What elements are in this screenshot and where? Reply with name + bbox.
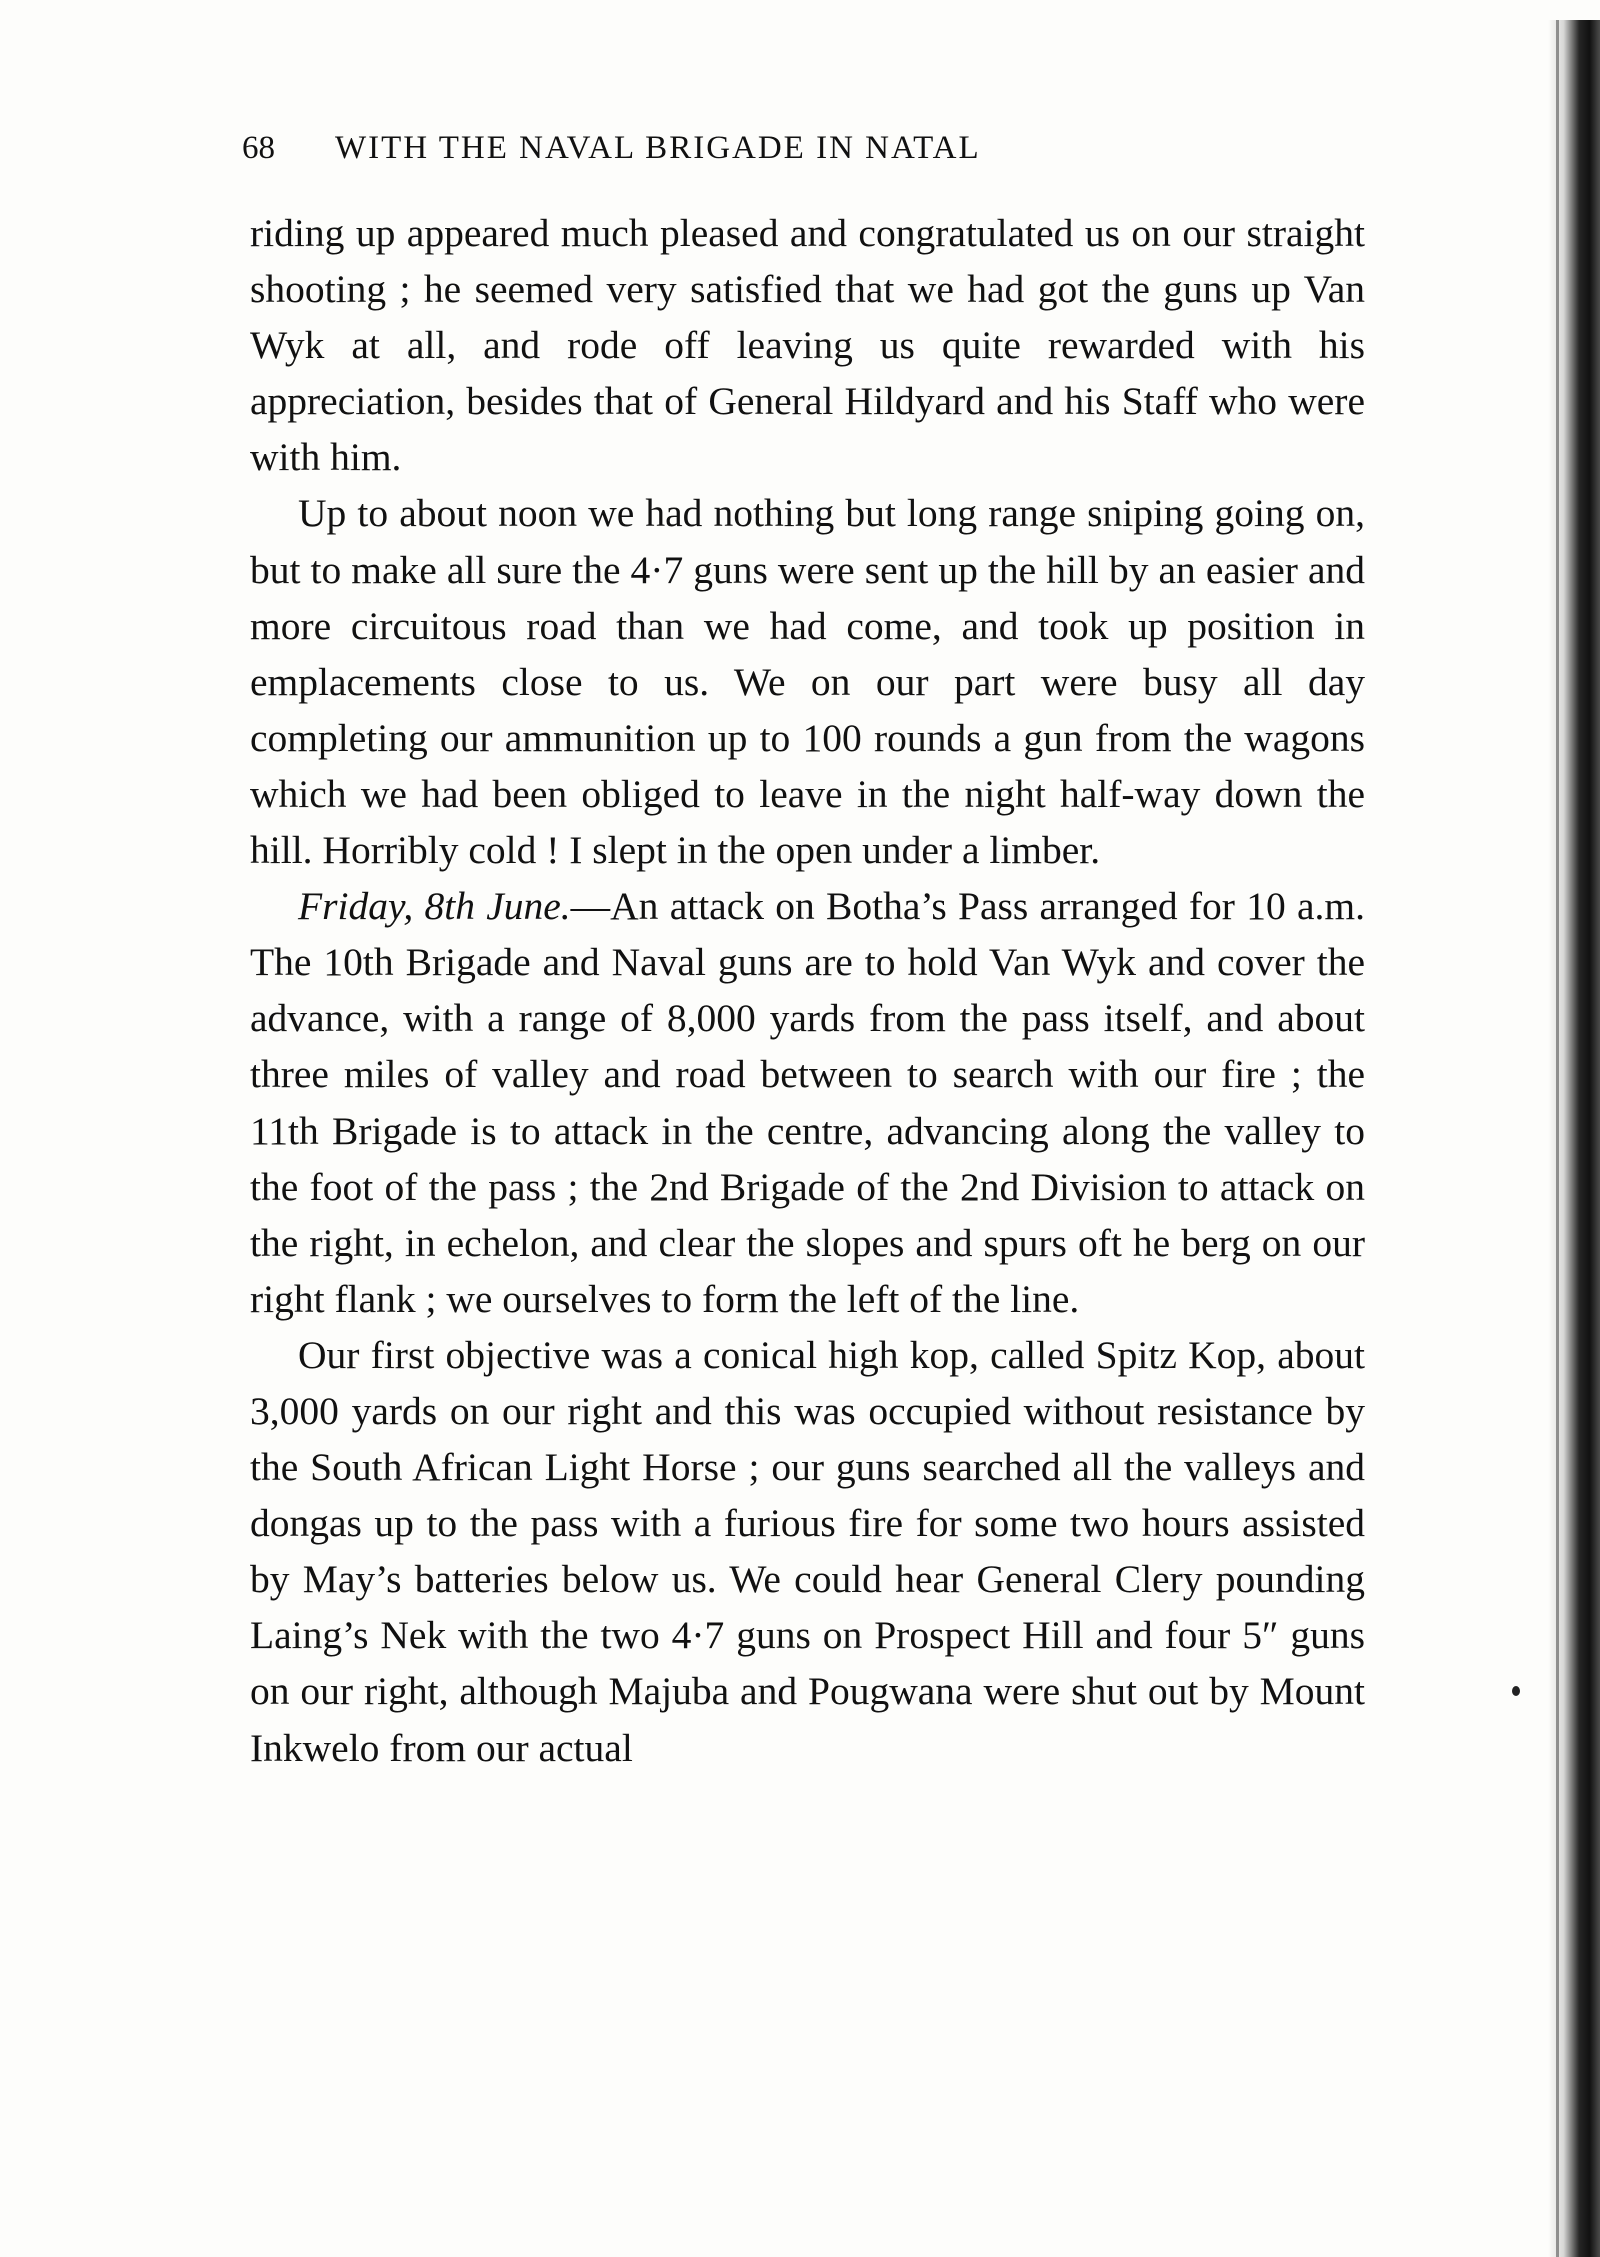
paragraph: Our first objective was a conical high kop, called Spitz Kop, about 3,000 yards on our right and this was occupied without resistance by the South African Light Horse ; our guns searched all the valleys and dongas up to the pass with a furious fire for some two hours assisted by May’s batteries below us. We could hear General Clery pounding Laing’s Nek with the two 4·7 guns on Prospect Hill and four 5″ guns on our right, although Majuba and Pougwana were shut out by Mount Inkwelo from our actual <box>250 1332 1365 1770</box>
page-number: 68 <box>242 130 275 166</box>
paragraph-text: —An attack on Botha’s Pass arranged for 10 a.m. The 10th Brigade and Naval guns are to hold Van Wyk and cover the advance, with a range of 8,000 yards from the pass itself, and about three miles of valley and road between to search with our fire ; the 11th Brigade is to attack in the centre, advancing along the valley to the foot of the pass ; the 2nd Brigade of the 2nd Division to attack on the right, in echelon, and clear the slopes and spurs oft he berg on our right flank ; we ourselves to form the left of the line. <box>250 884 1365 1321</box>
paragraph: riding up appeared much pleased and congratulated us on our straight shooting ; he seemed very satisfied that we had got the guns up Van Wyk at all, and rode off leaving us quite rewarded with his appreciation, besides that of General Hildyard and his Staff who were with him. <box>250 211 1365 480</box>
paragraph <box>250 878 1365 1327</box>
diary-date: Friday, 8th June. <box>298 884 571 929</box>
ink-speck <box>1512 1686 1520 1696</box>
binding-edge <box>1556 20 1559 2257</box>
running-head <box>242 128 1242 168</box>
body-text <box>250 205 1365 1776</box>
paragraph: Up to about noon we had nothing but long range sniping going on, but to make all sure the 4·7 guns were sent up the hill by an easier and more circuitous road than we had come, and took up position in emplacements close to us. We on our part were busy all day completing our ammunition up to 100 rounds a gun from the wagons which we had been obliged to leave in the night half-way down the hill. Horribly cold ! I slept in the open under a limber. <box>250 491 1365 873</box>
running-title: WITH THE NAVAL BRIGADE IN NATAL <box>335 130 981 166</box>
